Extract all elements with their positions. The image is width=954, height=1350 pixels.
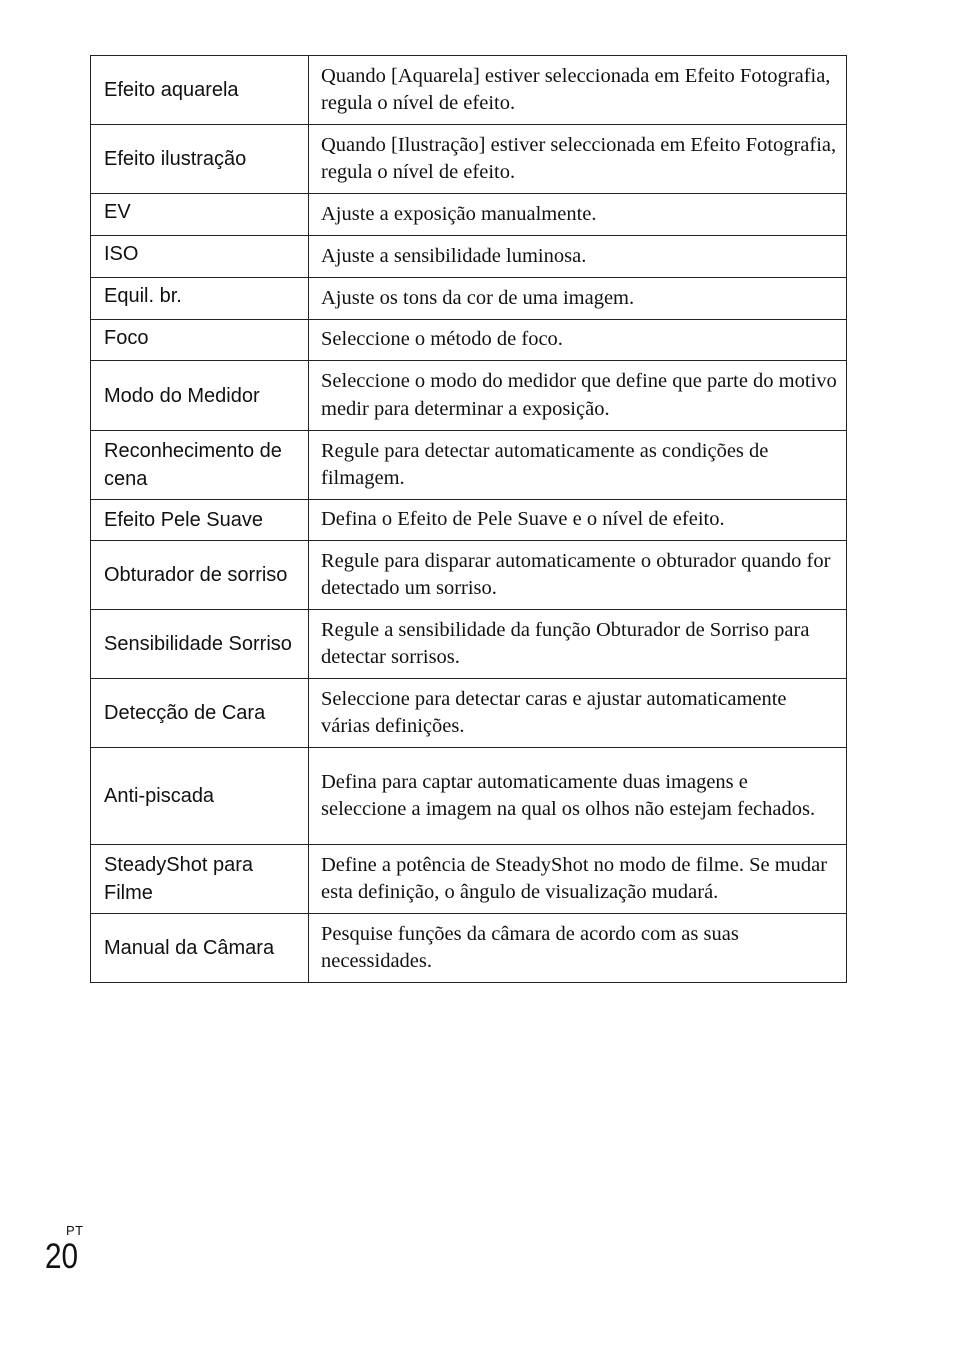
setting-description: Quando [Aquarela] estiver seleccionada em Efeito Fotografia, regula o nível de efeito. xyxy=(309,56,847,125)
setting-name-text: ISO xyxy=(104,243,139,265)
setting-name: Manual da Câmara xyxy=(91,914,309,983)
table-row xyxy=(91,278,847,320)
setting-description: Ajuste os tons da cor de uma imagem. xyxy=(309,278,847,320)
setting-name: Detecção de Cara xyxy=(91,679,309,748)
setting-name xyxy=(91,320,309,361)
table-row xyxy=(91,748,847,845)
setting-name: Sensibilidade Sorriso xyxy=(91,610,309,679)
table-row xyxy=(91,125,847,194)
table-row xyxy=(91,431,847,500)
setting-description: Seleccione o método de foco. xyxy=(309,320,847,361)
setting-name-text: Foco xyxy=(104,327,149,349)
setting-name: Efeito ilustração xyxy=(91,125,309,194)
setting-name: Reconhecimento de cena xyxy=(91,431,309,500)
setting-description: Define a potência de SteadyShot no modo de filme. Se mudar esta definição, o ângulo de visualização mudará. xyxy=(309,845,847,914)
setting-name: Anti-piscada xyxy=(91,748,309,845)
setting-name xyxy=(91,194,309,236)
setting-description: Defina para captar automaticamente duas imagens e seleccione a imagem na qual os olhos não estejam fechados. xyxy=(309,748,847,845)
setting-description: Regule para disparar automaticamente o obturador quando for detectado um sorriso. xyxy=(309,541,847,610)
setting-description: Ajuste a exposição manualmente. xyxy=(309,194,847,236)
table-row xyxy=(91,679,847,748)
setting-name-text: EV xyxy=(104,201,131,223)
setting-name xyxy=(91,278,309,320)
table-row xyxy=(91,914,847,983)
setting-name: Obturador de sorriso xyxy=(91,541,309,610)
setting-name-text: Equil. br. xyxy=(104,285,182,307)
setting-name xyxy=(91,236,309,278)
table-row xyxy=(91,541,847,610)
setting-name: Modo do Medidor xyxy=(91,361,309,431)
setting-description: Pesquise funções da câmara de acordo com as suas necessidades. xyxy=(309,914,847,983)
setting-description: Ajuste a sensibilidade luminosa. xyxy=(309,236,847,278)
table-row xyxy=(91,845,847,914)
page-number: 20 xyxy=(45,1237,79,1276)
table-row xyxy=(91,500,847,541)
table-row xyxy=(91,320,847,361)
table-row xyxy=(91,610,847,679)
setting-description: Regule para detectar automaticamente as condições de filmagem. xyxy=(309,431,847,500)
setting-description: Quando [Ilustração] estiver seleccionada em Efeito Fotografia, regula o nível de efeito. xyxy=(309,125,847,194)
table-row xyxy=(91,194,847,236)
setting-description: Regule a sensibilidade da função Obturador de Sorriso para detectar sorrisos. xyxy=(309,610,847,679)
setting-name: Efeito Pele Suave xyxy=(91,500,309,541)
setting-description: Defina o Efeito de Pele Suave e o nível de efeito. xyxy=(309,500,847,541)
setting-description: Seleccione para detectar caras e ajustar automaticamente várias definições. xyxy=(309,679,847,748)
setting-name: SteadyShot para Filme xyxy=(91,845,309,914)
table-row xyxy=(91,361,847,431)
page-language-code: PT xyxy=(66,1223,84,1238)
table-row xyxy=(91,236,847,278)
settings-table xyxy=(90,55,847,983)
setting-name: Efeito aquarela xyxy=(91,56,309,125)
table-row xyxy=(91,56,847,125)
setting-description: Seleccione o modo do medidor que define que parte do motivo medir para determinar a exposição. xyxy=(309,361,847,431)
